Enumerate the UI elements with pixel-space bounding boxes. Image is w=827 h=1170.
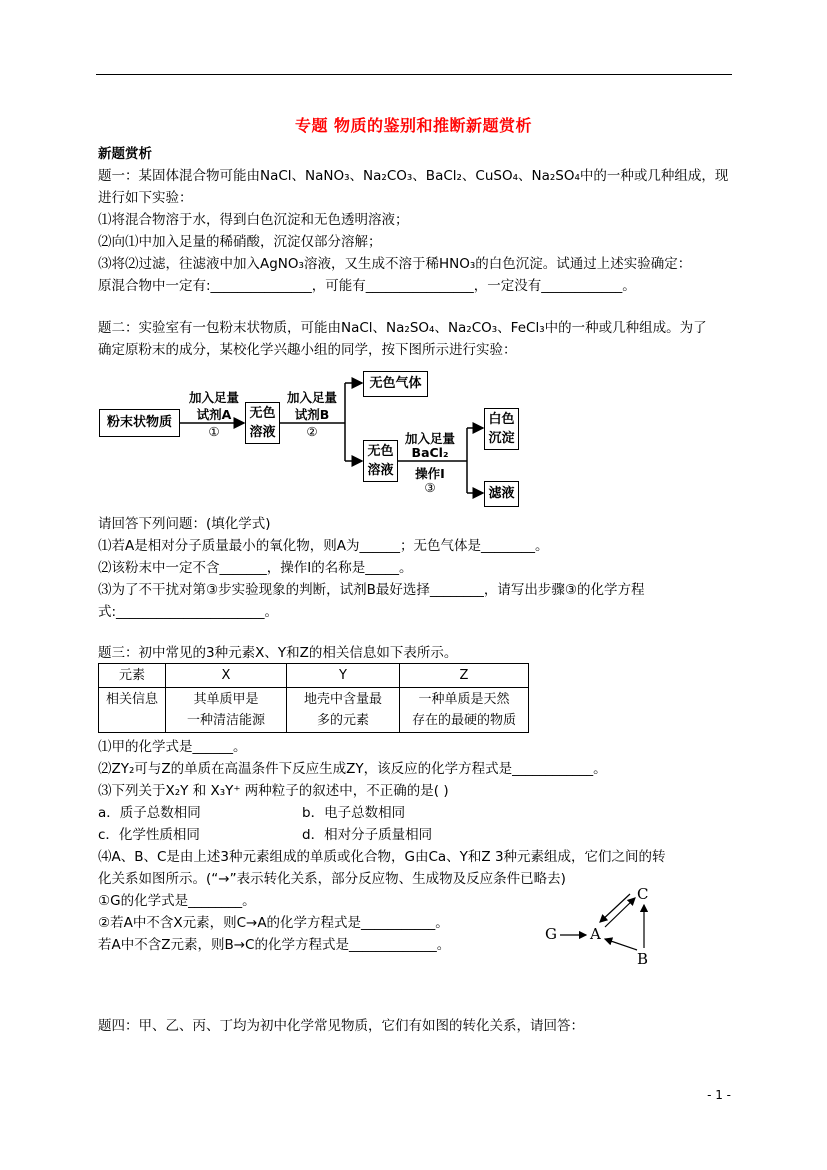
q2-line2: 确定原粉末的成分，某校化学兴趣小组的同学，按下图所示进行实验： [98,342,517,358]
q3-sub4e: 若A中不含Z元素，则B→C的化学方程式是_____________。 [98,937,451,953]
flow-step1-marker: ① [208,424,220,439]
q1-step3: ⑶将⑵过滤，往滤液中加入AgNO₃溶液，又生成不溶于稀HNO₃的白色沉淀。试通过上述实验确定： [98,256,692,272]
q4-line1: 题四：甲、乙、丙、丁均为初中化学常见物质，它们有如图的转化关系，请回答： [98,1018,584,1034]
flow-step3-marker: ③ [424,480,436,495]
table-cell-x-line2: 一种清洁能源 [186,713,265,728]
q3-sub3: ⑶下列关于X₂Y 和 X₃Y⁺ 两种粒子的叙述中，不正确的是( ) [98,783,449,799]
q2-line1: 题二：实验室有一包粉末状物质，可能由NaCl、Na₂SO₄、Na₂CO₃、FeCl₃中的一种或几种组成。为了 [98,320,707,336]
flow-filtrate-box: 滤液 [484,481,519,507]
flow-operation1-label: 操作Ⅰ [415,466,445,481]
page-number: - 1 - [707,1088,731,1102]
table-header-cell: Y [287,664,400,688]
flow-solution2-line1: 无色 [367,444,394,459]
q3-sub2: ⑵ZY₂可与Z的单质在高温条件下反应生成ZY，该反应的化学方程式是____________。 [98,761,607,777]
table-cell-y-line1: 地壳中含量最 [303,692,382,707]
q2-sub3a: ⑶为了不干扰对第③步实验现象的判断，试剂B最好选择________，请写出步骤③的化学方程 [98,582,645,598]
flow-solution1-line2: 溶液 [249,425,276,440]
q3-sub4c: ①G的化学式是________。 [98,893,256,909]
q3-sub4a: ⑷A、B、C是由上述3种元素组成的单质或化合物，G由Ca、Y和Z 3种元素组成，它们之间的转 [98,849,666,865]
diagram-node-b: B [637,950,649,968]
q3-sub4d: ②若A中不含X元素，则C→A的化学方程式是___________。 [98,915,449,931]
flow-reagent-a-label: 试剂A [196,407,232,422]
section-heading: 新题赏析 [98,146,152,162]
q1-step2: ⑵向⑴中加入足量的稀硝酸，沉淀仅部分溶解； [98,234,382,250]
flow-precipitate-line1: 白色 [488,412,515,427]
flow-step2-marker: ② [306,424,318,439]
table-cell-z-line1: 一种单质是天然 [418,692,510,707]
q3-sub4b: 化关系如图所示。(“→”表示转化关系，部分反应物、生成物及反应条件已略去) [98,871,566,887]
flow-bacl2-label: BaCl₂ [411,445,449,460]
flow-solution1-line1: 无色 [249,406,276,421]
table-cell-z-line2: 存在的最硬的物质 [411,713,516,728]
flow-gas-box: 无色气体 [363,371,428,397]
q1-step4: 原混合物中一定有:_______________，可能有________________，一定没有____________。 [98,278,636,294]
flow-powder-box: 粉末状物质 [99,409,180,437]
q3-option-d: d．相对分子质量相同 [302,827,433,843]
q2-sub2: ⑵该粉末中一定不含_______，操作Ⅰ的名称是_____。 [98,560,413,576]
q3-sub1: ⑴甲的化学式是______。 [98,739,247,755]
q1-line1: 题一：某固体混合物可能由NaCl、NaNO₃、Na₂CO₃、BaCl₂、CuSO₄、Na₂SO₄中的一种或几种组成，现 [98,168,729,184]
diagram-node-a: A [590,925,601,943]
table-row-label: 相关信息 [99,688,166,733]
table-header-cell: Z [400,664,529,688]
diagram-node-g: G [545,925,557,943]
q2-prompt: 请回答下列问题：(填化学式) [98,516,271,532]
q1-step1: ⑴将混合物溶于水，得到白色沉淀和无色透明溶液； [98,212,409,228]
q3-line1: 题三：初中常见的3种元素X、Y和Z的相关信息如下表所示。 [98,645,458,661]
flow-add-bacl2-label: 加入足量 [404,431,455,446]
q2-sub3b: 式:______________________。 [98,604,279,620]
flow-precipitate-line2: 沉淀 [488,431,515,446]
table-cell-y-line2: 多的元素 [316,713,369,728]
diagram-node-c: C [637,885,649,903]
q3-option-b: b．电子总数相同 [302,805,406,821]
page-title: 专题 物质的鉴别和推断新题赏析 [294,116,533,135]
q3-option-c: c．化学性质相同 [98,827,200,843]
table-cell-x-line1: 其单质甲是 [193,692,259,707]
q3-option-a: a．质子总数相同 [98,805,201,821]
q1-line2: 进行如下实验： [98,190,193,206]
table-header-cell: X [166,664,287,688]
flow-reagent-b-label: 试剂B [294,407,330,422]
q2-sub1: ⑴若A是相对分子质量最小的氧化物，则A为______；无色气体是________。 [98,538,549,554]
flow-add-b-label: 加入足量 [286,390,337,405]
flow-add-a-label: 加入足量 [188,390,239,405]
flow-solution2-line2: 溶液 [367,463,394,478]
table-header-cell: 元素 [99,664,166,688]
